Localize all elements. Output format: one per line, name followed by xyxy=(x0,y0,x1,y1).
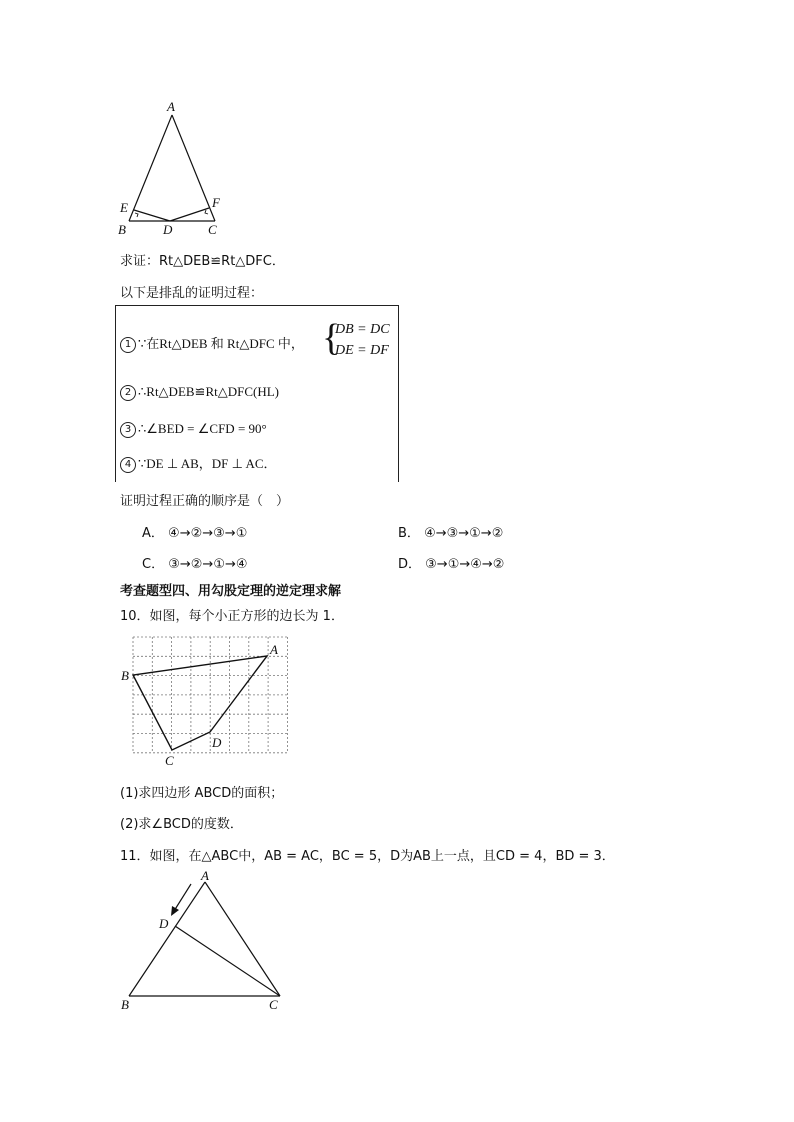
label-d: D xyxy=(163,222,173,237)
grid-label-a: A xyxy=(270,642,278,657)
tri-label-c: C xyxy=(269,997,278,1012)
figure-isosceles-triangle xyxy=(110,95,240,240)
step1-prefix: ∵在 xyxy=(138,337,160,352)
side-ac xyxy=(205,882,280,996)
label-e: E xyxy=(120,200,128,215)
q11-stem: 11．如图，在△ABC中，AB = AC，BC = 5，D为AB上一点，且CD = 4，BD = 3． xyxy=(120,849,615,864)
q10-part2: (2)求∠BCD的度数． xyxy=(120,817,243,832)
proof-step-3 xyxy=(120,421,267,438)
option-a-text: ④→②→③→① xyxy=(168,526,248,541)
label-f: F xyxy=(212,195,220,210)
label-b: B xyxy=(118,222,126,237)
option-c[interactable] xyxy=(142,553,248,572)
step-number-2: 2 xyxy=(120,385,136,401)
brace: { xyxy=(322,317,341,359)
option-a[interactable] xyxy=(142,522,247,541)
option-a-letter: A． xyxy=(142,526,164,541)
figure-grid-quadrilateral xyxy=(115,632,295,770)
option-b-text: ④→③→①→② xyxy=(424,526,504,541)
step-number-3: 3 xyxy=(120,422,136,438)
option-b[interactable] xyxy=(398,522,503,541)
question-line: 证明过程正确的顺序是（ ） xyxy=(120,494,290,509)
step1-eq1: DB = DC xyxy=(335,322,390,337)
proof-step-4 xyxy=(120,453,277,473)
arrow-head xyxy=(171,906,179,916)
segment-de xyxy=(134,210,170,221)
tri-label-d: D xyxy=(159,916,169,931)
step-number-4: 4 xyxy=(120,457,136,473)
intro-line: 以下是排乱的证明过程： xyxy=(120,286,264,301)
section-title: 考查题型四、用勾股定理的逆定理求解 xyxy=(120,584,342,599)
step1-mid: Rt△DEB 和 Rt△DFC 中， xyxy=(159,336,304,351)
option-d[interactable] xyxy=(398,553,504,572)
tri-label-a: A xyxy=(201,868,209,883)
proof-step-2 xyxy=(120,384,279,401)
segment-cd xyxy=(175,926,280,996)
option-c-letter: C． xyxy=(142,557,165,572)
grid-label-c: C xyxy=(165,753,174,768)
step3-text: ∴∠BED = ∠CFD = 90° xyxy=(138,421,267,436)
segment-df xyxy=(170,208,209,221)
option-b-letter: B． xyxy=(398,526,420,541)
q10-part1: (1)求四边形 ABCD的面积； xyxy=(120,786,284,801)
step2-text: ∴Rt△DEB≌Rt△DFC(HL) xyxy=(138,384,280,399)
quadrilateral-abcd xyxy=(133,656,267,750)
figure-triangle-abc xyxy=(115,866,300,1016)
step1-eq2: DE = DF xyxy=(335,343,389,358)
proof-step-1 xyxy=(120,333,304,353)
side-ac xyxy=(172,115,215,221)
tri-label-b: B xyxy=(121,997,129,1012)
option-c-text: ③→②→①→④ xyxy=(168,557,248,572)
option-d-text: ③→①→④→② xyxy=(425,557,505,572)
right-angle-mark-f xyxy=(205,210,208,214)
step4-text: ∵DE ⊥ AB，DF ⊥ AC． xyxy=(138,456,277,471)
right-angle-mark-e xyxy=(135,213,138,217)
grid-label-b: B xyxy=(121,668,129,683)
label-c: C xyxy=(208,222,217,237)
step-number-1: 1 xyxy=(120,337,136,353)
label-a: A xyxy=(167,99,175,114)
prove-line: 求证：Rt△DEB≌Rt△DFC． xyxy=(120,254,285,269)
side-ab xyxy=(129,115,172,221)
grid-label-d: D xyxy=(212,735,222,750)
grid-lines xyxy=(133,637,287,753)
q10-stem: 10．如图，每个小正方形的边长为 1． xyxy=(120,609,344,624)
option-d-letter: D． xyxy=(398,557,422,572)
